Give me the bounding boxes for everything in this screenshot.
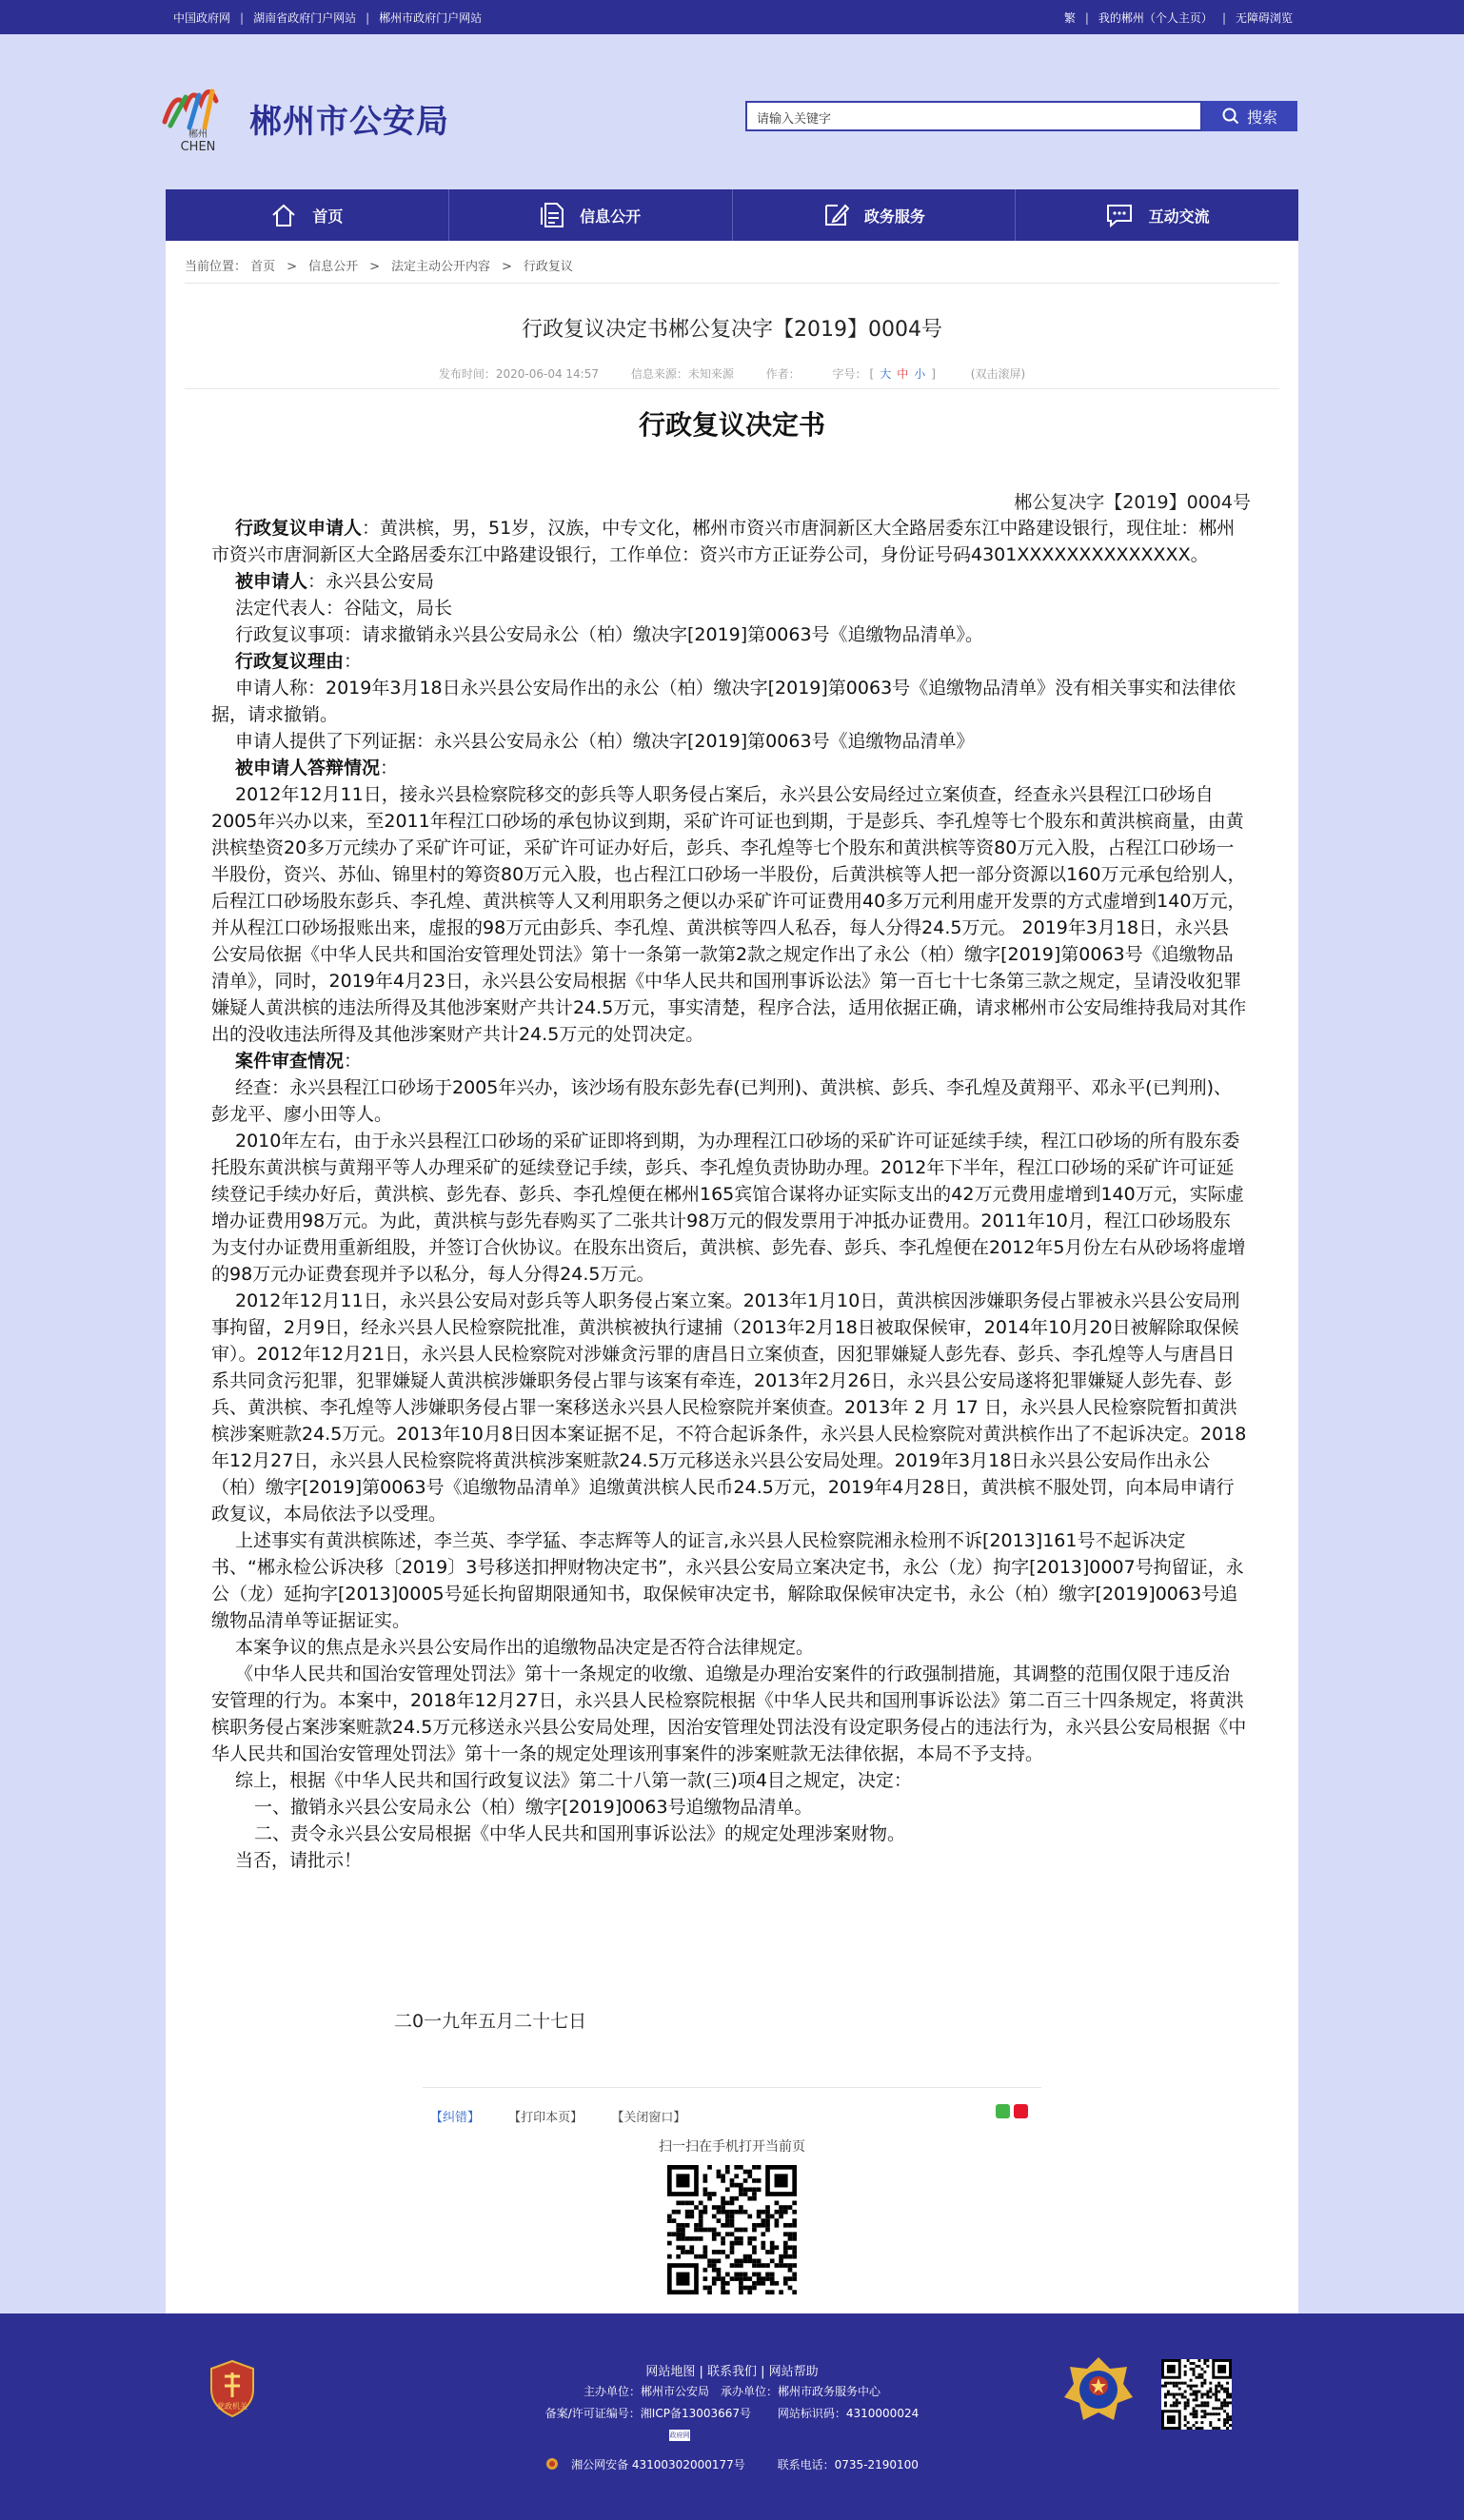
logo-sub-text: 郴州 [188, 129, 208, 140]
font-size-large[interactable]: 大 [880, 367, 892, 381]
paragraph: 申请人提供了下列证据：永兴县公安局永公（柏）缴决字[2019]第0063号《追缴物品清单》 [235, 731, 975, 752]
icp-number[interactable]: 备案/许可证编号：湘ICP备13003667号 [544, 2407, 752, 2420]
paragraph: 上述事实有黄洪槟陈述，李兰英、李学猛、李志辉等人的证言,永兴县人民检察院湘永检刑不诉[2013]161号不起诉决定书、“郴永检公诉决移〔2019〕3号移送扣押财物决定书”，永兴县公安局立案决定书，永公（龙）拘字[2013]0007号拘留证，永公（龙）延拘字[2013]0005号延长拘留期限通知书，取保候审决定书，解除取保候审决定书，永公（柏）缴字[2019]0063号追缴物品清单等证据证实。 [211, 1530, 1244, 1631]
divider: | [1084, 11, 1089, 25]
breadcrumb-item[interactable]: 信息公开 [308, 260, 359, 274]
accessibility-link[interactable]: 无障碍浏览 [1235, 11, 1293, 25]
breadcrumb [185, 256, 573, 274]
font-size-small[interactable]: 小 [914, 367, 926, 381]
paragraph: 当否，请批示！ [235, 1850, 363, 1871]
section-label: 行政复议理由 [235, 651, 345, 672]
link-my-chenzhou[interactable]: 我的郴州（个人主页） [1098, 11, 1213, 25]
divider [185, 283, 1279, 284]
breadcrumb-separator: > [502, 260, 512, 274]
search-button[interactable] [1202, 101, 1297, 131]
document-number: 郴公复决字【2019】0004号 [1014, 492, 1251, 513]
content-panel [166, 241, 1298, 2313]
paragraph-text: ： [344, 1051, 363, 1072]
paragraph-text: ： [344, 651, 363, 672]
paragraph: 行政复议事项：请求撤销永兴县公安局永公（柏）缴决字[2019]第0063号《追缴物品清单》。 [235, 624, 984, 645]
breadcrumb-item[interactable]: 首页 [250, 260, 276, 274]
print-page-link[interactable]: 【打印本页】 [508, 2111, 584, 2125]
edit-icon [822, 202, 849, 228]
paragraph-text: ：永兴县公安局 [307, 571, 435, 592]
paragraph [211, 568, 1247, 595]
gov-site-badge-icon[interactable]: 政府网站 [669, 2431, 690, 2451]
font-size-label: 字号： [832, 367, 867, 381]
article-tools [430, 2107, 685, 2125]
publish-time: 发布时间：2020-06-04 14:57 [438, 367, 599, 381]
paragraph: 2012年12月11日，接永兴县检察院移交的彭兵等人职务侵占案后，永兴县公安局经过立案侦查，经查永兴县程江口砂场自2005年兴办以来，至2011年程江口砂场的承包协议到期，采矿许可证也到期，于是彭兵、李孔煌等七个股东和黄洪槟商量，由黄洪槟垫资20多万元续办了采矿许可证，采矿许可证办好后，彭兵、李孔煌等七个股东和黄洪槟等资80万元入股，占程江口砂场一半股份，资兴、苏仙、锦里村的筹资80万元入股，也占程江口砂场一半股份，后黄洪槟等人把一部分资源以160万元承包给别人，后程江口砂场股东彭兵、李孔煌、黄洪槟等人又利用职务之便以办采矿许可证费用40多万元利用虚开发票的方式虚增到140万元，并从程江口砂场报账出来，虚报的98万元由彭兵、李孔煌、黄洪槟等四人私吞，每人分得24.5万元。 2019年3月18日，永兴县公安局依据《中华人民共和国治安管理处罚法》第十一条第一款第2款之规定作出了永公（柏）缴字[2019]第0063号《追缴物品清单》，同时，2019年4月23日，永兴县公安局根据《中华人民共和国刑事诉讼法》第一百七十七条第三款之规定，呈请没收犯罪嫌疑人黄洪槟的违法所得及其他涉案财产共计24.5万元，事实清楚，程序合法，适用依据正确，请求郴州市公安局维持我局对其作出的没收违法所得及其他涉案财产共计24.5万元的处罚决定。 [211, 784, 1247, 1045]
paragraph: 2012年12月11日，永兴县公安局对彭兵等人职务侵占案立案。2013年1月10日，黄洪槟因涉嫌职务侵占罪被永兴县公安局刑事拘留，2月9日，经永兴县人民检察院批准，黄洪槟被执行逮捕（2013年2月18日被取保候审，2014年10月20日被解除取保候审）。2012年12月21日，永兴县人民检察院对涉嫌贪污罪的唐昌日立案侦查，因犯罪嫌疑人彭先春、彭兵、李孔煌等人与唐昌日系共同贪污犯罪，犯罪嫌疑人黄洪槟涉嫌职务侵占罪与该案有牵连，2013年2月26日，永兴县公安局遂将犯罪嫌疑人彭先春、彭兵、黄洪槟、李孔煌等人涉嫌职务侵占罪一案移送永兴县人民检察院并案侦查。2013年 2 月 17 日，永兴县人民检察院暂扣黄洪槟涉案赃款24.5万元。2013年10月8日因本案证据不足，不符合起诉条件，永兴县人民检察院对黄洪槟作出了不起诉决定。2018年12月27日，永兴县人民检察院将黄洪槟涉案赃款24.5万元移送永兴县公安局处理。2019年3月18日永兴县公安局作出永公（柏）缴字[2019]第0063号《追缴物品清单》追缴黄洪槟人民币24.5万元，2019年4月28日，黄洪槟不服处罚，向本局申请行政复议，本局依法予以受理。 [211, 1290, 1247, 1525]
police-record-icon [545, 2457, 559, 2471]
nav-item-label: 互动交流 [1148, 207, 1210, 226]
nav-item-label: 首页 [312, 207, 344, 226]
paragraph: 综上，根据《中华人民共和国行政复议法》第二十八第一款(三)项4目之规定，决定： [235, 1770, 912, 1791]
paragraph: 二、责令永兴县公安局根据《中华人民共和国刑事诉讼法》的规定处理涉案财物。 [254, 1823, 906, 1844]
paragraph: 经查：永兴县程江口砂场于2005年兴办，该沙场有股东彭先春(已判刑)、黄洪槟、彭兵、李孔煌及黄翔平、邓永平(已判刑)、彭龙平、廖小田等人。 [211, 1077, 1233, 1125]
article-meta [166, 365, 1298, 382]
top-bar [0, 0, 1464, 34]
paragraph: 一、撤销永兴县公安局永公（柏）缴字[2019]0063号追缴物品清单。 [254, 1797, 813, 1818]
breadcrumb-separator: > [287, 260, 298, 274]
breadcrumb-separator: > [369, 260, 380, 274]
divider: | [240, 11, 245, 25]
site-title[interactable]: 郴州市公安局 [249, 103, 449, 141]
home-icon [270, 203, 297, 227]
paragraph [211, 755, 1247, 781]
top-bar-right-links [1064, 10, 1293, 26]
paragraph [211, 515, 1247, 568]
breadcrumb-item[interactable]: 法定主动公开内容 [391, 260, 491, 274]
nav-item-info-disclosure[interactable] [449, 189, 733, 241]
police-badge-icon [1060, 2353, 1137, 2430]
breadcrumb-label: 当前位置： [185, 260, 247, 274]
contact-phone: 联系电话：0735-2190100 [777, 2458, 919, 2471]
paragraph: 本案争议的焦点是永兴县公安局作出的追缴物品决定是否符合法律规定。 [235, 1637, 815, 1658]
chat-icon [1105, 203, 1134, 227]
nav-item-label: 政务服务 [863, 207, 925, 226]
logo-en-text: CHEN [180, 140, 216, 152]
site-id: 网站标识码：4310000024 [777, 2407, 920, 2420]
breadcrumb-item[interactable]: 行政复议 [523, 260, 573, 274]
article-body [211, 515, 1247, 1874]
scan-tip: 扫一扫在手机打开当前页 [659, 2139, 805, 2155]
wechat-share-icon[interactable] [996, 2104, 1010, 2118]
author: 作者： [765, 367, 801, 381]
police-record[interactable] [545, 2458, 755, 2471]
paragraph [211, 1048, 1247, 1074]
scroll-hint: (双击滚屏) [970, 367, 1026, 381]
footer [0, 2313, 1464, 2520]
footer-qr-code-icon [1161, 2359, 1232, 2430]
document-icon [540, 202, 564, 228]
divider [423, 2087, 1041, 2088]
police-record-text: 湘公网安备 43100302000177号 [571, 2458, 745, 2471]
footer-links[interactable]: 网站地图 | 联系我们 | 网站帮助 [645, 2365, 819, 2379]
article-title: 行政复议决定书郴公复决字【2019】0004号 [522, 318, 942, 342]
link-chenzhou-gov[interactable]: 郴州市政府门户网站 [379, 11, 483, 25]
traditional-chinese-toggle[interactable]: 繁 [1063, 11, 1076, 25]
link-hunan-gov[interactable]: 湖南省政府门户网站 [253, 11, 357, 25]
nav-item-interaction[interactable] [1016, 189, 1298, 241]
search-button-label: 搜索 [1246, 108, 1277, 127]
paragraph: 申请人称：2019年3月18日永兴县公安局作出的永公（柏）缴决字[2019]第0063号《追缴物品清单》没有相关事实和法律依据，请求撤销。 [211, 678, 1236, 725]
font-size-bracket: ] [931, 367, 936, 381]
nav-item-home[interactable] [166, 189, 449, 241]
divider: | [1221, 11, 1226, 25]
font-size-medium[interactable]: 中 [897, 367, 909, 381]
paragraph [211, 648, 1247, 675]
font-size-bracket: [ [869, 367, 875, 381]
document-heading: 行政复议决定书 [638, 409, 825, 441]
paragraph: 《中华人民共和国治安管理处罚法》第十一条规定的收缴、追缴是办理治安案件的行政强制措施，其调整的范围仅限于违反治安管理的行为。本案中，2018年12月27日，永兴县人民检察院根据《中华人民共和国刑事诉讼法》第二百三十四条规定，将黄洪槟职务侵占案涉案赃款24.5万元移送永兴县公安局处理，因治安管理处罚法没有设定职务侵占的违法行为，永兴县公安局根据《中华人民共和国治安管理处罚法》第十一条的规定处理该刑事案件的涉案赃款无法律依据，本局不予支持。 [211, 1664, 1247, 1764]
close-window-link[interactable]: 【关闭窗口】 [611, 2111, 686, 2125]
correct-error-link[interactable]: 【纠错】 [430, 2111, 481, 2125]
paragraph-text: ：黄洪槟，男，51岁，汉族，中专文化，郴州市资兴市唐洞新区大全路居委东江中路建设银行，现住址：郴州市资兴市唐洞新区大全路居委东江中路建设银行，工作单位：资兴市方正证券公司，身份证号码4301XXXXXXXXXXXXXX。 [211, 518, 1236, 565]
weibo-share-icon[interactable] [1014, 2104, 1028, 2118]
main-nav [166, 189, 1298, 241]
footer-icp [0, 2405, 1464, 2421]
info-source: 信息来源：未知来源 [630, 367, 734, 381]
section-label: 被申请人 [235, 571, 308, 592]
sign-date: 二0一九年五月二十七日 [394, 2011, 587, 2032]
nav-item-label: 信息公开 [580, 207, 642, 226]
paragraph-text: ： [380, 758, 399, 778]
chenzhou-logo-icon[interactable] [157, 78, 239, 152]
search-input[interactable]: 请输入关键字 [745, 101, 1202, 131]
emblem-text: 党政机关 [217, 2402, 247, 2411]
divider [185, 388, 1279, 389]
nav-item-gov-services[interactable] [733, 189, 1017, 241]
qr-code-icon [667, 2165, 797, 2294]
footer-police [0, 2456, 1464, 2472]
link-china-gov[interactable]: 中国政府网 [173, 11, 231, 25]
top-bar-left-links [173, 10, 482, 26]
share-buttons [996, 2104, 1028, 2118]
section-label: 被申请人答辩情况 [235, 758, 381, 778]
divider: | [366, 11, 370, 25]
search-icon [1222, 108, 1239, 125]
section-label: 案件审查情况 [235, 1051, 345, 1072]
paragraph: 法定代表人：谷陆文，局长 [235, 598, 453, 619]
font-size-control [833, 367, 939, 381]
paragraph: 2010年左右，由于永兴县程江口砂场的采矿证即将到期，为办理程江口砂场的采矿许可证延续手续，程江口砂场的所有股东委托股东黄洪槟与黄翔平等人办理采矿的延续登记手续，彭兵、李孔煌负责协助办理。2012年下半年，程江口砂场的采矿许可证延续登记手续办好后，黄洪槟、彭先春、彭兵、李孔煌便在郴州165宾馆合谋将办证实际支出的42万元费用虚增到140万元，实际虚增办证费用98万元。为此，黄洪槟与彭先春购买了二张共计98万元的假发票用于冲抵办证费用。2011年10月，程江口砂场股东为支付办证费用重新组股，并签订合伙协议。在股东出资后，黄洪槟、彭先春、彭兵、李孔煌便在2012年5月份左右从砂场将虚增的98万元办证费套现并予以私分，每人分得24.5万元。 [211, 1131, 1246, 1285]
section-label: 行政复议申请人 [235, 518, 363, 539]
footer-host: 主办单位：郴州市公安局 承办单位：郴州市政务服务中心 [583, 2385, 880, 2398]
